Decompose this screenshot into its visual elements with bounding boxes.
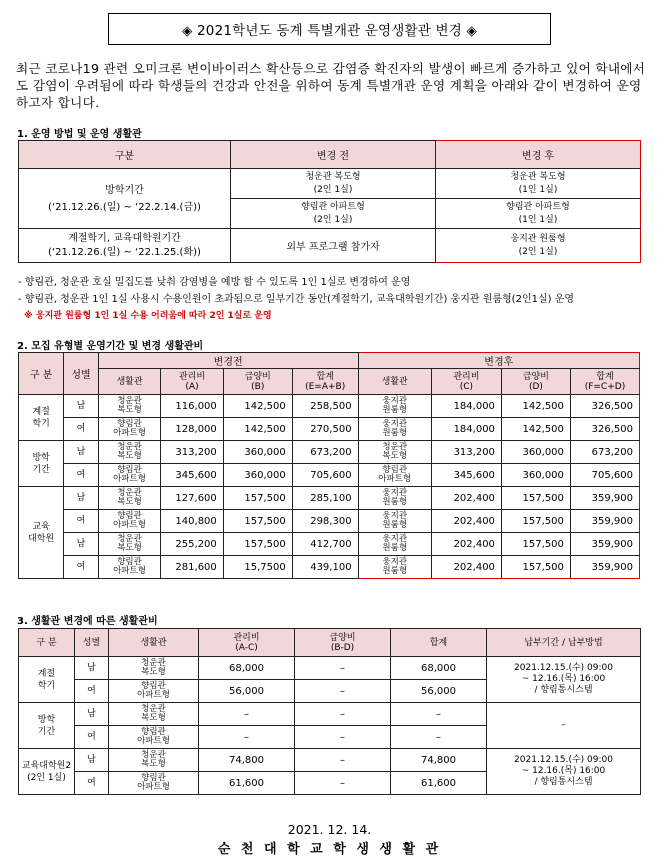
note-1: - 향림관, 청운관 호실 밀집도를 낮춰 감염병을 예방 할 수 있도록 1인 1실로 변경하여 운영	[18, 277, 411, 288]
t3-h-gender: 성별	[75, 629, 109, 657]
t2-sum-f: 359,900	[570, 510, 639, 533]
t2-food-d: 157,500	[501, 533, 570, 556]
section1-heading: 1. 운영 방법 및 운영 생활관	[17, 129, 142, 140]
t1-vacation-label: 방학기간 (‘21.12.26.(일) ~ ‘22.2.14.(금))	[19, 169, 231, 229]
t2-sum-f: 359,900	[570, 487, 639, 510]
section2-heading: 2. 모집 유형별 운영기간 및 변경 생활관비	[17, 341, 204, 352]
t3-mgmt: 56,000	[199, 680, 295, 703]
t3-dorm: 청운관 복도형	[109, 703, 199, 726]
t2-h-food-d: 급양비 (D)	[501, 369, 570, 395]
intro-paragraph: 최근 코로나19 관련 오미크론 변이바이러스 확산등으로 감염증 확진자의 발생이 빠르게 증가하고 있어 학내에서도 감염이 우려됨에 따라 학생들의 건강과 안전을 위하여 동계 특별개관 운영 계획을 아래와 같이 변경하여 운영하고자 합니다.	[16, 61, 646, 110]
t2-h-mgmt-a: 관리비 (A)	[161, 369, 224, 395]
t2-mgmt-c: 345,600	[431, 464, 501, 487]
t3-gender: 여	[75, 772, 109, 795]
t2-sum-f: 326,500	[570, 418, 639, 441]
document-date: 2021. 12. 14.	[287, 822, 372, 837]
table-row	[19, 441, 640, 464]
t3-pay: 2021.12.15.(수) 09:00 ~ 12.16.(목) 16:00 / 향림통시스템	[487, 749, 641, 795]
t2-food-d: 157,500	[501, 510, 570, 533]
t3-h-mgmt: 관리비 (A-C)	[199, 629, 295, 657]
t3-food: –	[295, 772, 391, 795]
t2-sum-e: 439,100	[292, 556, 358, 579]
table-row	[19, 533, 640, 556]
table-row	[19, 395, 640, 418]
t3-food: –	[295, 749, 391, 772]
t3-dorm: 향림관 아파트형	[109, 772, 199, 795]
t3-gender: 남	[75, 749, 109, 772]
fee-diff-table	[18, 628, 641, 795]
t3-food: –	[295, 680, 391, 703]
t2-h-sum-e: 합계 (E=A+B)	[292, 369, 358, 395]
note-red: ※ 웅지관 원룸형 1인 1실 수용 어려움에 따라 2인 1실로 운영	[24, 311, 272, 321]
t2-food-b: 157,500	[223, 510, 292, 533]
t3-dorm: 향림관 아파트형	[109, 680, 199, 703]
t2-dorm-after: 웅지관 원룸형	[358, 487, 431, 510]
t2-h-after: 변경후	[358, 353, 639, 369]
t3-h-dorm: 생활관	[109, 629, 199, 657]
table-row	[19, 418, 640, 441]
t2-dorm-after: 웅지관 원룸형	[358, 418, 431, 441]
t3-sum: 68,000	[391, 657, 487, 680]
t3-gender: 남	[75, 657, 109, 680]
t1-season-before: 외부 프로그램 참가자	[231, 229, 436, 263]
t3-mgmt: 74,800	[199, 749, 295, 772]
t3-food: –	[295, 657, 391, 680]
t2-mgmt-a: 127,600	[161, 487, 224, 510]
t2-mgmt-a: 313,200	[161, 441, 224, 464]
t2-sum-f: 326,500	[570, 395, 639, 418]
t3-mgmt: –	[199, 703, 295, 726]
operation-table	[18, 140, 641, 263]
t2-sum-f: 673,200	[570, 441, 639, 464]
t2-mgmt-c: 184,000	[431, 418, 501, 441]
t2-sum-f: 359,900	[570, 556, 639, 579]
t3-sum: –	[391, 726, 487, 749]
t1-season-after: 웅지관 원룸형 (2인 1실)	[436, 229, 641, 263]
t1-header-type: 구분	[19, 141, 231, 169]
t2-h-sum-f: 합계 (F=C+D)	[570, 369, 639, 395]
t2-mgmt-c: 202,400	[431, 487, 501, 510]
t2-dorm-before: 향림관 아파트형	[98, 510, 161, 533]
t3-group-name: 방학 기간	[19, 703, 75, 749]
t2-mgmt-c: 313,200	[431, 441, 501, 464]
t2-dorm-after: 웅지관 원룸형	[358, 510, 431, 533]
t2-sum-f: 705,600	[570, 464, 639, 487]
t3-h-type: 구 분	[19, 629, 75, 657]
t2-gender: 남	[64, 441, 98, 464]
t3-mgmt: 61,600	[199, 772, 295, 795]
t3-sum: –	[391, 703, 487, 726]
t3-mgmt: –	[199, 726, 295, 749]
t2-h-before: 변경전	[98, 353, 358, 369]
t3-h-sum: 합계	[391, 629, 487, 657]
t3-sum: 56,000	[391, 680, 487, 703]
t2-mgmt-a: 128,000	[161, 418, 224, 441]
t1-vacation-after-m: 청운관 복도형 (1인 1실)	[436, 169, 641, 199]
t2-gender: 여	[64, 464, 98, 487]
t1-header-before: 변경 전	[231, 141, 436, 169]
t1-season-label: 계절학기, 교육대학원기간 (‘21.12.26.(일) ~ ‘22.1.25.(화))	[19, 229, 231, 263]
t2-dorm-after: 웅지관 원룸형	[358, 533, 431, 556]
t3-dorm: 향림관 아파트형	[109, 726, 199, 749]
t2-food-d: 142,500	[501, 418, 570, 441]
t2-sum-e: 673,200	[292, 441, 358, 464]
t2-dorm-before: 청운관 복도형	[98, 533, 161, 556]
t2-dorm-after: 청운관 복도형	[358, 441, 431, 464]
t2-dorm-before: 향림관 아파트형	[98, 464, 161, 487]
organization-name: 순 천 대 학 교 학 생 생 활 관	[217, 842, 442, 857]
t2-dorm-after: 웅지관 원룸형	[358, 556, 431, 579]
t1-vacation-after-f: 향림관 아파트형 (1인 1실)	[436, 199, 641, 229]
t2-sum-e: 412,700	[292, 533, 358, 556]
t3-gender: 남	[75, 703, 109, 726]
t2-gender: 여	[64, 510, 98, 533]
notes	[18, 274, 648, 325]
table-row	[19, 556, 640, 579]
t2-food-b: 360,000	[223, 441, 292, 464]
note-2: - 향림관, 청운관 1인 1실 사용시 수용인원이 초과됨으로 일부기간 동안(계절학기, 교육대학원기간) 웅지관 원룸형(2인1실) 운영	[18, 294, 575, 305]
t2-h-gender: 성별	[64, 353, 98, 395]
t3-sum: 74,800	[391, 749, 487, 772]
t2-mgmt-c: 184,000	[431, 395, 501, 418]
t3-h-pay: 납부기간 / 납부방법	[487, 629, 641, 657]
t2-food-d: 360,000	[501, 441, 570, 464]
t3-body	[19, 657, 641, 795]
t2-h-food-b: 급양비 (B)	[223, 369, 292, 395]
table-row	[19, 510, 640, 533]
t2-mgmt-a: 255,200	[161, 533, 224, 556]
t1-vacation-before-f: 향림관 아파트형 (2인 1실)	[231, 199, 436, 229]
table-row	[19, 703, 641, 726]
t2-food-d: 360,000	[501, 464, 570, 487]
t3-group-name: 계절 학기	[19, 657, 75, 703]
t2-mgmt-c: 202,400	[431, 533, 501, 556]
t2-body	[19, 395, 640, 579]
t2-sum-e: 298,300	[292, 510, 358, 533]
t2-sum-e: 705,600	[292, 464, 358, 487]
t3-dorm: 청운관 복도형	[109, 657, 199, 680]
t3-pay: –	[487, 703, 641, 749]
t2-food-b: 15,7500	[223, 556, 292, 579]
t2-food-b: 157,500	[223, 487, 292, 510]
t3-sum: 61,600	[391, 772, 487, 795]
t2-sum-e: 270,500	[292, 418, 358, 441]
t2-dorm-before: 청운관 복도형	[98, 395, 161, 418]
t2-group-name: 교육 대학원	[19, 487, 64, 579]
t2-dorm-before: 청운관 복도형	[98, 441, 161, 464]
t2-dorm-before: 향림관 아파트형	[98, 556, 161, 579]
t2-dorm-after: 향림관 아파트형	[358, 464, 431, 487]
table-row	[19, 749, 641, 772]
t2-mgmt-c: 202,400	[431, 556, 501, 579]
t2-mgmt-a: 116,000	[161, 395, 224, 418]
t2-gender: 남	[64, 487, 98, 510]
t1-header-after: 변경 후	[436, 141, 641, 169]
t2-food-b: 142,500	[223, 418, 292, 441]
t3-dorm: 청운관 복도형	[109, 749, 199, 772]
t3-mgmt: 68,000	[199, 657, 295, 680]
t2-h-mgmt-c: 관리비 (C)	[431, 369, 501, 395]
t3-gender: 여	[75, 680, 109, 703]
t2-group-name: 계절 학기	[19, 395, 64, 441]
title-text: ◈ 2021학년도 동계 특별개관 운영생활관 변경 ◈	[181, 23, 478, 39]
t2-food-d: 157,500	[501, 556, 570, 579]
t2-sum-e: 258,500	[292, 395, 358, 418]
t2-h-dorm-before: 생활관	[98, 369, 161, 395]
t2-mgmt-a: 281,600	[161, 556, 224, 579]
t2-dorm-before: 청운관 복도형	[98, 487, 161, 510]
table-row	[19, 464, 640, 487]
t2-mgmt-c: 202,400	[431, 510, 501, 533]
document-title	[108, 13, 551, 45]
t2-dorm-after: 웅지관 원룸형	[358, 395, 431, 418]
t2-group-name: 방학 기간	[19, 441, 64, 487]
table-row	[19, 487, 640, 510]
t2-h-dorm-after: 생활관	[358, 369, 431, 395]
t2-dorm-before: 향림관 아파트형	[98, 418, 161, 441]
t1-vacation-before-m: 청운관 복도형 (2인 1실)	[231, 169, 436, 199]
t3-food: –	[295, 703, 391, 726]
t2-food-b: 360,000	[223, 464, 292, 487]
t2-food-d: 142,500	[501, 395, 570, 418]
t2-sum-e: 285,100	[292, 487, 358, 510]
t2-gender: 여	[64, 556, 98, 579]
t2-gender: 여	[64, 418, 98, 441]
t2-sum-f: 359,900	[570, 533, 639, 556]
t2-food-d: 157,500	[501, 487, 570, 510]
t2-gender: 남	[64, 395, 98, 418]
t2-food-b: 157,500	[223, 533, 292, 556]
t2-gender: 남	[64, 533, 98, 556]
section3-heading: 3. 생활관 변경에 따른 생활관비	[17, 616, 158, 627]
t2-food-b: 142,500	[223, 395, 292, 418]
fee-change-table	[18, 352, 640, 579]
t3-food: –	[295, 726, 391, 749]
t2-mgmt-a: 345,600	[161, 464, 224, 487]
t3-gender: 여	[75, 726, 109, 749]
t3-group-name: 교육대학원2 (2인 1실)	[19, 749, 75, 795]
table-row	[19, 657, 641, 680]
t2-h-type: 구 분	[19, 353, 64, 395]
t3-pay: 2021.12.15.(수) 09:00 ~ 12.16.(목) 16:00 / 향림통시스템	[487, 657, 641, 703]
t2-mgmt-a: 140,800	[161, 510, 224, 533]
t3-h-food: 급양비 (B-D)	[295, 629, 391, 657]
